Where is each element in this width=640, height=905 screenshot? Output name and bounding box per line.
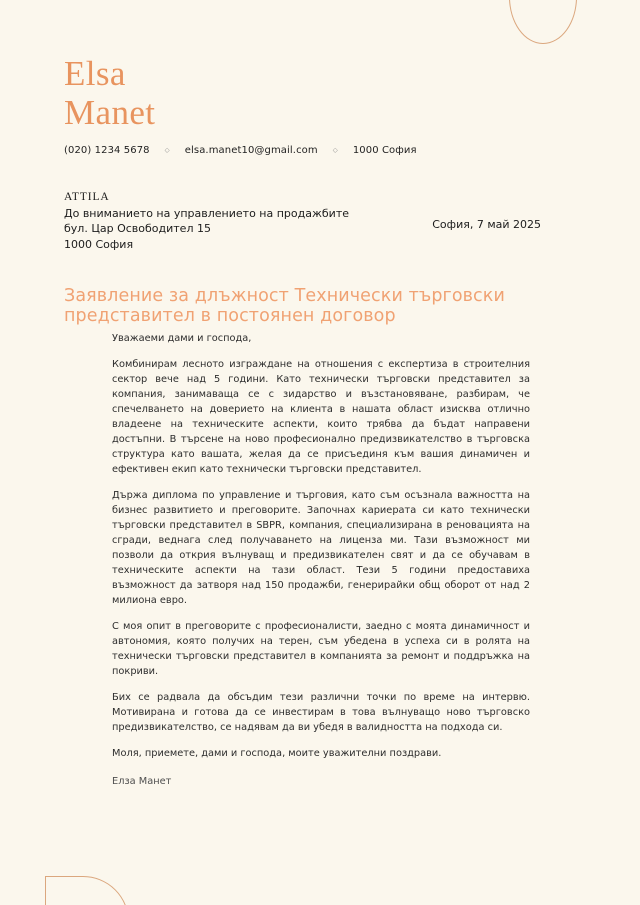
recipient-street: бул. Цар Освободител 15 (64, 222, 211, 236)
applicant-last-name: Manet (64, 93, 156, 132)
phone-number: (020) 1234 5678 (64, 145, 150, 156)
recipient-city: 1000 София (64, 237, 134, 251)
date-line: София, 7 май 2025 (432, 218, 541, 231)
diamond-separator-icon: ◇ (332, 145, 338, 154)
recipient-attention-line: До вниманието на управлението на продажбите (64, 206, 350, 220)
recipient-company: ATTILA (64, 191, 110, 203)
applicant-city: 1000 София (352, 145, 417, 156)
letter-body (112, 331, 530, 800)
applicant-first-name: Elsa (64, 54, 126, 93)
paragraph: Бих се радвала да обсъдим тези различни точки по време на интервю. Мотивирана и готова да се инвестирам в това вълнуващо ново търговско предизвикателство, се надявам да ви убедя в валидността на подхода си. (112, 692, 530, 733)
greeting: Уважаеми дами и господа, (112, 333, 252, 344)
signature: Елза Манет (112, 776, 172, 787)
paragraph: С моя опит в преговорите с професионалисти, заедно с моята динамичност и автономия, която получих на терен, съм убедена в успеха си в ролята на технически търговски представител в компанията за ремонт и поддръжка на покриви. (112, 621, 530, 677)
closing-line: Моля, приемете, дами и господа, моите уважителни поздрави. (112, 748, 442, 759)
paragraph: Комбинирам лесното изграждане на отношения с експертиза в строителния сектор вече над 5 години. Като технически търговски представител за компания, занимаваща се с зидарство и възстановяване, разбирам, че спечелването на доверието на клиента в нашата област изисква отлично владеене на техническите аспекти, които трябва да бъдат направени достъпни. В търсене на ново професионално предизвикателство в търговска структура като вашата, желая да се присъединя към вашия динамичен и ефективен екип като технически търговски представител. (112, 359, 530, 475)
decorative-rounded-rect-outline (45, 876, 129, 905)
decorative-circle-outline (509, 0, 577, 44)
email-address: elsa.manet10@gmail.com (184, 145, 318, 156)
recipient-block (64, 190, 349, 252)
paragraph: Държа диплома по управление и търговия, като съм осъзнала важността на бизнес развитието и преговорите. Започнах кариерата си като технически търговски представител в SBPR, компания, специализирана в реновацията на сгради, веднага след получаването на лиценза ми. Тази възможност ми позволи да открия вълнуващ и предизвикателен свят и да се обучавам в техническите аспекти на тази област. Тези 5 години предоставиха възможност да затворя над 150 продажби, генерирайки общ оборот от над 2 милиона евро. (112, 490, 530, 606)
subject-title: Заявление за длъжност Технически търговски представител в постоянен договор (64, 286, 505, 326)
contact-row (64, 145, 417, 156)
diamond-separator-icon: ◇ (164, 145, 170, 154)
applicant-name (64, 54, 155, 132)
